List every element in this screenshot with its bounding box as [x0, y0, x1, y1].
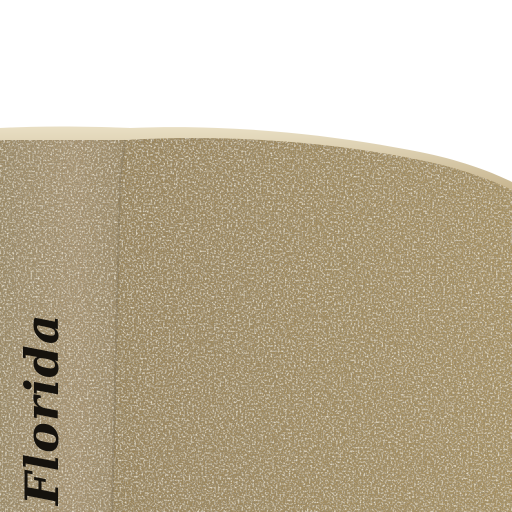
engraving [15, 314, 69, 508]
engraving-text: Florida [15, 313, 69, 505]
stone-front-face [112, 137, 512, 512]
